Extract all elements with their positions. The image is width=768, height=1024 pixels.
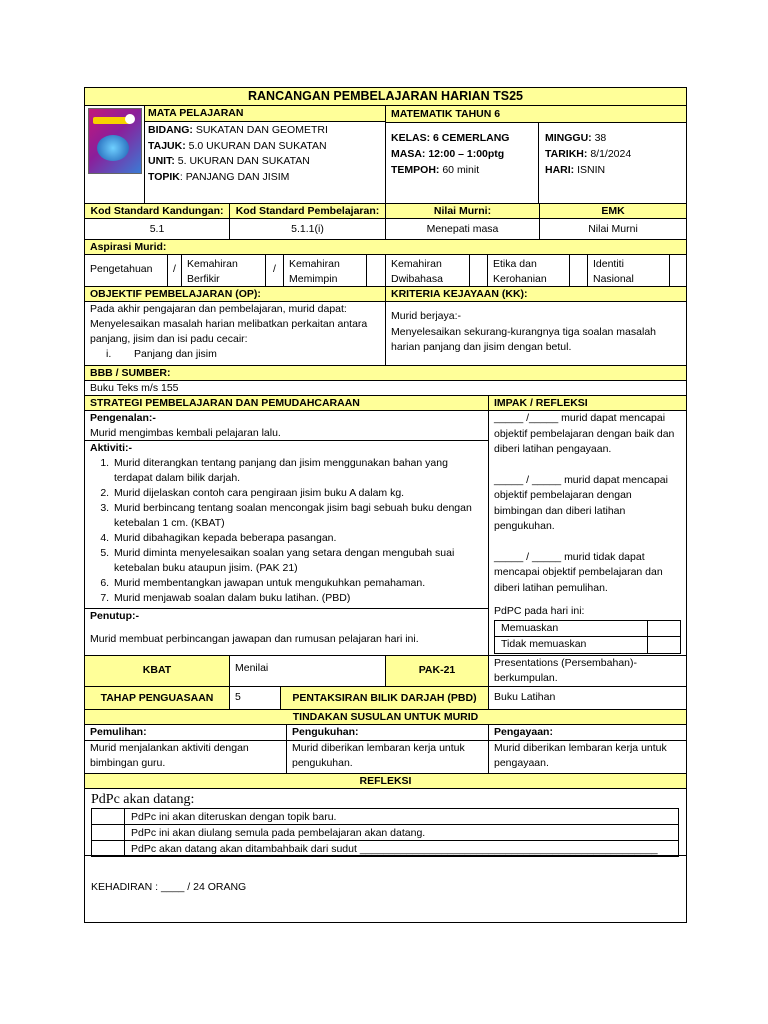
bbb-header-row: [84, 366, 687, 381]
tajuk-line: TAJUK: 5.0 UKURAN DAN SUKATAN: [148, 139, 327, 152]
pdpc-option-tidak-memuaskan: Tidak memuaskan: [495, 637, 648, 654]
pemulihan-value: Murid menjalankan aktiviti dengan bimbingan guru.: [85, 741, 287, 773]
aspirasi-identiti-nasional: Identiti Nasional: [588, 255, 670, 286]
textbook-cover-image: [85, 106, 145, 203]
kod-standard-kandungan-value: 5.1: [85, 219, 230, 239]
kbat-row: [84, 656, 687, 687]
aktiviti-list: [90, 456, 483, 606]
refleksi-checkbox[interactable]: [92, 841, 125, 857]
aspirasi-pengetahuan: Pengetahuan: [85, 255, 168, 286]
aspirasi-pengetahuan-mark: /: [168, 255, 182, 286]
impak-pemulihan: _____ / _____ murid tidak dapat mencapai objektif pembelajaran dan diberi latihan pemulihan.: [494, 550, 663, 594]
standards-header-row: [84, 204, 687, 219]
objektif-text: Menyelesaikan masalah harian melibatkan perkaitan antara panjang, jisim dan isi padu cecair:: [90, 318, 368, 345]
aspirasi-label: Aspirasi Murid:: [90, 241, 167, 253]
aspirasi-kemahiran-memimpin-mark: [367, 255, 386, 286]
unit-line: UNIT: 5. UKURAN DAN SUKATAN: [148, 155, 310, 167]
kbat-label: KBAT: [85, 656, 230, 686]
aktiviti-item: 2. Murid dijelaskan contoh cara pengiraan jisim buku A dalam kg.: [112, 486, 483, 501]
aktiviti-item: 1. Murid diterangkan tentang panjang dan jisim menggunakan bahan yang terdapat dalam bilik darjah.: [112, 456, 483, 486]
nilai-murni-header: Nilai Murni:: [386, 204, 540, 218]
refleksi-option: PdPc ini akan diulang semula pada pembelajaran akan datang.: [125, 825, 679, 841]
emk-value: Nilai Murni: [588, 223, 638, 235]
pemulihan-header: Pemulihan:: [85, 725, 287, 740]
aktiviti-section: Aktiviti:- 1. Murid diterangkan tentang panjang dan jisim menggunakan bahan yang terdapat dalam bilik darjah. 2. Murid dijelaskan contoh cara pengiraan jisim buku A dalam kg. 3. Murid berbincang tentang soalan mencongak jisim bagi sebuah buku dengan ketebalan 1 cm. (KBAT) 4. Murid dibahagikan kepada beberapa pasangan. 5. Murid diminta menyelesaikan soalan yang setara dengan mengubah suai ketebalan buku ataupun jisim. (PAK 21) 6. Murid membentangkan jawapan untuk mengukuhkan pemahaman. 7. Murid menjawab soalan dalam buku latihan. (PBD): [85, 441, 488, 609]
strategi-row: [84, 411, 687, 656]
topik-line: TOPIK: PANJANG DAN JISIM: [148, 170, 290, 183]
mata-pelajaran-value: MATEMATIK TAHUN 6: [386, 106, 686, 123]
pak21-value: Presentations (Persembahan)-berkumpulan.: [494, 657, 637, 684]
pdpc-option-memuaskan: Memuaskan: [495, 620, 648, 637]
hari-line: HARI: ISNIN: [545, 164, 606, 176]
objektif-cell: [85, 302, 386, 365]
strategi-cell: [85, 411, 489, 655]
aktiviti-item: 5. Murid diminta menyelesaikan soalan yang setara dengan mengubah suai ketebalan buku ataupun jisim. (PAK 21): [112, 546, 483, 576]
aspirasi-etika-kerohanian-mark: [570, 255, 588, 286]
aspirasi-header-row: [84, 240, 687, 255]
impak-bimbingan: _____ / _____ murid dapat mencapai objektif pembelajaran dengan bimbingan dan diberi latihan pengukuhan.: [494, 473, 668, 532]
objektif-row: [84, 302, 687, 366]
pbd-label: PENTAKSIRAN BILIK DARJAH (PBD): [281, 687, 489, 709]
aspirasi-kemahiran-berfikir-mark: /: [266, 255, 284, 286]
kriteria-cell: [386, 302, 686, 365]
strategi-header-row: [84, 396, 687, 411]
aspirasi-etika-kerohanian: Etika dan Kerohanian: [488, 255, 570, 286]
masa-line: MASA: 12:00 – 1:00ptg: [391, 148, 505, 160]
lesson-plan-document: [84, 87, 687, 923]
aspirasi-row: [84, 255, 687, 287]
pak21-label: PAK-21: [386, 656, 489, 686]
pdpc-akan-datang-table: [91, 808, 679, 857]
strategi-label: STRATEGI PEMBELAJARAN DAN PEMUDAHCARAAN: [85, 396, 489, 410]
aspirasi-kemahiran-dwibahasa-mark: [470, 255, 488, 286]
objektif-item: i. Panjang dan jisim: [106, 348, 217, 360]
aspirasi-kemahiran-berfikir: Kemahiran Berfikir: [182, 255, 266, 286]
pdpc-akan-datang-heading: PdPc akan datang:: [91, 792, 195, 807]
emk-header: EMK: [601, 205, 625, 217]
kriteria-text: Menyelesaikan sekurang-kurangnya tiga soalan masalah harian panjang dan jisim dengan betul.: [391, 325, 656, 353]
objektif-header-row: [84, 287, 687, 302]
refleksi-option: PdPc ini akan diteruskan dengan topik baru.: [125, 809, 679, 825]
tarikh-line: TARIKH: 8/1/2024: [545, 148, 632, 160]
pengukuhan-header: Pengukuhan:: [287, 725, 489, 740]
refleksi-option: PdPc akan datang akan ditambahbaik dari sudut ___________________________________________________: [125, 841, 679, 857]
kehadiran-text: KEHADIRAN : ____ / 24 ORANG: [91, 881, 247, 893]
pengukuhan-value: Murid diberikan lembaran kerja untuk pengukuhan.: [287, 741, 489, 773]
kelas-line: KELAS: 6 CEMERLANG: [391, 132, 510, 144]
pdpc-hari-ini-table: [494, 620, 681, 654]
tempoh-line: TEMPOH: 60 minit: [391, 164, 480, 176]
tahap-row: [84, 687, 687, 710]
refleksi-checkbox[interactable]: [92, 825, 125, 841]
aspirasi-kemahiran-memimpin: Kemahiran Memimpin: [284, 255, 367, 286]
tindakan-row: [84, 741, 687, 774]
aktiviti-item: 7. Murid menjawab soalan dalam buku latihan. (PBD): [112, 591, 483, 606]
header-block: [84, 106, 687, 204]
tahap-penguasaan-value: 5: [230, 687, 281, 709]
impak-label: IMPAK / REFLEKSI: [494, 397, 588, 409]
page-title: RANCANGAN PEMBELAJARAN HARIAN TS25: [247, 89, 524, 103]
bidang-line: BIDANG: SUKATAN DAN GEOMETRI: [148, 124, 328, 136]
pdpc-hari-ini-label: PdPC pada hari ini:: [494, 605, 585, 617]
kod-standard-pembelajaran-header: Kod Standard Pembelajaran:: [230, 204, 386, 218]
kbat-value: Menilai: [230, 656, 386, 686]
mata-pelajaran-label: MATA PELAJARAN: [145, 106, 385, 122]
refleksi-label: REFLEKSI: [359, 775, 412, 787]
penutup-section: Penutup:- Murid membuat perbincangan jawapan dan rumusan pelajaran hari ini.: [90, 610, 419, 645]
minggu-line: MINGGU: 38: [545, 132, 607, 144]
nilai-murni-value: Menepati masa: [386, 219, 540, 239]
refleksi-cell: [85, 789, 686, 855]
refleksi-checkbox[interactable]: [92, 809, 125, 825]
tahap-penguasaan-label: TAHAP PENGUASAAN: [85, 687, 230, 709]
standards-value-row: [84, 219, 687, 240]
title-row: [84, 87, 687, 106]
kriteria-intro: Murid berjaya:-: [391, 310, 462, 322]
kehadiran-row: [84, 856, 687, 923]
bbb-value: Buku Teks m/s 155: [90, 382, 179, 394]
kod-standard-pembelajaran-value: 5.1.1(i): [230, 219, 386, 239]
refleksi-header-row: [84, 774, 687, 789]
impak-cell: [489, 411, 686, 655]
impak-baik: _____ /_____ murid dapat mencapai objektif pembelajaran dengan baik dan diberi latihan pengayaan.: [494, 412, 675, 455]
tindakan-header-row: [84, 710, 687, 725]
tindakan-label: TINDAKAN SUSULAN UNTUK MURID: [292, 711, 479, 723]
class-info-cell: [386, 106, 686, 203]
aktiviti-item: 4. Murid dibahagikan kepada beberapa pasangan.: [112, 531, 483, 546]
kriteria-label: KRITERIA KEJAYAAN (KK):: [391, 288, 528, 300]
tindakan-subheader-row: [84, 725, 687, 741]
kod-standard-kandungan-header: Kod Standard Kandungan:: [85, 204, 230, 218]
pbd-value: Buku Latihan: [494, 691, 556, 703]
bbb-row: [84, 381, 687, 396]
pengenalan-section: Pengenalan:- Murid mengimbas kembali pelajaran lalu.: [85, 411, 488, 441]
aspirasi-kemahiran-dwibahasa: Kemahiran Dwibahasa: [386, 255, 470, 286]
objektif-label: OBJEKTIF PEMBELAJARAN (OP):: [85, 287, 386, 301]
pdpc-checkbox-memuaskan[interactable]: [648, 620, 681, 637]
refleksi-row: [84, 789, 687, 856]
pengayaan-header: Pengayaan:: [494, 726, 553, 738]
pdpc-checkbox-tidak-memuaskan[interactable]: [648, 637, 681, 654]
bbb-label: BBB / SUMBER:: [90, 367, 171, 379]
aktiviti-item: 3. Murid berbincang tentang soalan mencongak jisim bagi sebuah buku dengan ketebalan 1 cm. (KBAT): [112, 501, 483, 531]
aspirasi-identiti-nasional-mark: [670, 255, 686, 286]
pengayaan-value: Murid diberikan lembaran kerja untuk pengayaan.: [494, 742, 667, 769]
objektif-intro: Pada akhir pengajaran dan pembelajaran, murid dapat:: [90, 303, 347, 315]
subject-cell: [85, 106, 386, 203]
aktiviti-item: 6. Murid membentangkan jawapan untuk mengukuhkan pemahaman.: [112, 576, 483, 591]
